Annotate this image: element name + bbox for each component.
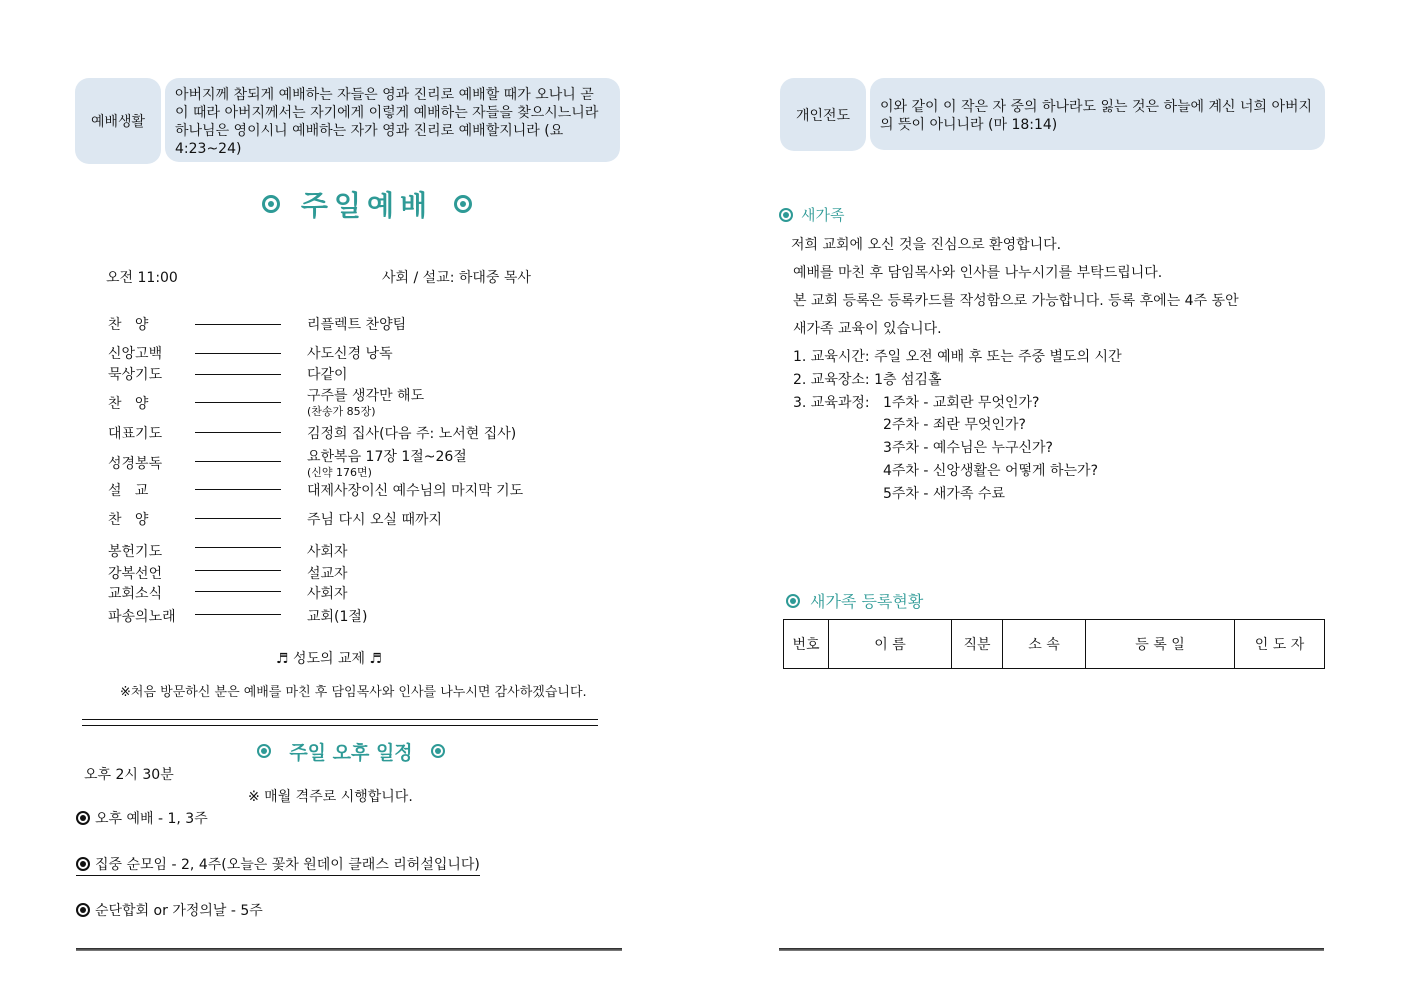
table-header-cell: 등 록 일 [1086, 620, 1235, 669]
order-label: 찬 양 [108, 317, 149, 333]
order-label: 파송의노래 [108, 609, 176, 625]
order-value: 주님 다시 오실 때까지 [307, 512, 443, 528]
course-item: 2주차 - 죄란 무엇인가? [883, 417, 1026, 433]
page-bottom-rule [779, 948, 1324, 951]
worship-life-tag: 예배생활 [75, 78, 161, 164]
left-verse-box [165, 78, 620, 162]
order-leader-line [195, 402, 281, 403]
worship-time: 오전 11:00 [106, 270, 178, 286]
bullet-icon [76, 811, 90, 825]
schedule-item: 순단합회 or 가정의날 - 5주 [76, 900, 263, 920]
table-header-cell: 이 름 [829, 620, 952, 669]
order-value: 구주를 생각만 해도 [307, 388, 425, 404]
order-leader-line [195, 324, 281, 325]
bullet-icon [262, 195, 280, 213]
order-value: 교회(1절) [307, 609, 368, 625]
welcome-line: 새가족 교육이 있습니다. [793, 321, 942, 337]
order-value: 대제사장이신 예수님의 마지막 기도 [307, 483, 524, 499]
afternoon-note: ※ 매월 격주로 시행합니다. [248, 789, 413, 805]
order-leader-line [195, 489, 281, 490]
order-value: 설교자 [307, 566, 348, 582]
order-label: 봉헌기도 [108, 544, 163, 560]
order-value: 리플렉트 찬양팀 [307, 317, 407, 333]
education-time: 1. 교육시간: 주일 오전 예배 후 또는 주중 별도의 시간 [793, 349, 1122, 365]
course-item: 3주차 - 예수님은 누구신가? [883, 440, 1053, 456]
order-subvalue: (찬송가 85장) [307, 405, 376, 418]
table-header-row [784, 620, 1325, 669]
bullet-icon [779, 208, 793, 222]
order-label: 찬 양 [108, 512, 149, 528]
afternoon-title: 주일 오후 일정 [257, 738, 445, 764]
registration-table [783, 619, 1325, 669]
worship-leader: 사회 / 설교: 하대중 목사 [382, 270, 531, 286]
order-value: 사회자 [307, 544, 348, 560]
order-value: 다같이 [307, 367, 348, 383]
course-item: 1주차 - 교회란 무엇인가? [883, 395, 1040, 411]
bullet-icon [786, 594, 800, 608]
table-header-cell: 인 도 자 [1235, 620, 1325, 669]
evangelism-tag: 개인전도 [780, 78, 866, 151]
order-label: 찬 양 [108, 396, 149, 412]
order-value: 사회자 [307, 586, 348, 602]
order-leader-line [195, 547, 281, 548]
order-label: 묵상기도 [108, 367, 163, 383]
table-header-cell: 번호 [784, 620, 829, 669]
course-item: 5주차 - 새가족 수료 [883, 486, 1005, 502]
left-verse-text: 아버지께 참되게 예배하는 자들은 영과 진리로 예배할 때가 오나니 곧 이 때라 아버지께서는 자기에게 이렇게 예배하는 자들을 찾으시느니라 하나님은 영이시니 예배하는 자가 영과 진리로 예배할지니라 (요4:23~24) [175, 87, 599, 157]
schedule-item: 오후 예배 - 1, 3주 [76, 808, 208, 828]
bullet-icon [431, 744, 445, 758]
order-label: 성경봉독 [108, 456, 163, 472]
order-label: 대표기도 [108, 426, 163, 442]
fellowship-line: ♬ 성도의 교제 ♬ [276, 651, 383, 667]
order-leader-line [195, 432, 281, 433]
order-leader-line [195, 614, 281, 615]
table-header-cell: 직분 [952, 620, 1003, 669]
order-value: 요한복음 17장 1절~26절 [307, 449, 467, 465]
new-family-heading: 새가족 [779, 204, 844, 225]
page-bottom-rule [76, 948, 622, 951]
order-leader-line [195, 518, 281, 519]
education-place: 2. 교육장소: 1층 섬김홀 [793, 372, 942, 388]
order-value: 김정희 집사(다음 주: 노서현 집사) [307, 426, 517, 442]
schedule-item: 집중 순모임 - 2, 4주(오늘은 꽃차 원데이 클래스 리허설입니다) [76, 854, 480, 876]
order-label: 교회소식 [108, 586, 163, 602]
welcome-line: 본 교회 등록은 등록카드를 작성함으로 가능합니다. 등록 후에는 4주 동안 [793, 293, 1239, 309]
visitor-notice: ※처음 방문하신 분은 예배를 마친 후 담임목사와 인사를 나누시면 감사하겠습니다. [120, 685, 587, 700]
order-subvalue: (신약 176면) [307, 466, 372, 479]
welcome-line: 저희 교회에 오신 것을 진심으로 환영합니다. [791, 237, 1062, 253]
order-label: 설 교 [108, 483, 149, 499]
bullet-icon [76, 903, 90, 917]
bullet-icon [454, 195, 472, 213]
afternoon-time: 오후 2시 30분 [84, 767, 174, 783]
education-course-label: 3. 교육과정: [793, 395, 870, 411]
order-label: 신앙고백 [108, 346, 163, 362]
order-label: 강복선언 [108, 566, 163, 582]
course-item: 4주차 - 신앙생활은 어떻게 하는가? [883, 463, 1099, 479]
order-leader-line [195, 374, 281, 375]
order-leader-line [195, 591, 281, 592]
table-header-cell: 소 속 [1003, 620, 1086, 669]
order-value: 사도신경 낭독 [307, 346, 393, 362]
bullet-icon [76, 857, 90, 871]
right-verse-text: 이와 같이 이 작은 자 중의 하나라도 잃는 것은 하늘에 계신 너희 아버지의 뜻이 아니니라 (마 18:14) [880, 99, 1313, 133]
bullet-icon [257, 744, 271, 758]
sunday-worship-title: 주일예배 [262, 184, 472, 224]
registration-heading: 새가족 등록현황 [786, 589, 923, 612]
right-verse-box [870, 78, 1325, 150]
order-leader-line [195, 461, 281, 462]
welcome-line: 예배를 마친 후 담임목사와 인사를 나누시기를 부탁드립니다. [793, 265, 1163, 281]
order-leader-line [195, 353, 281, 354]
section-divider [82, 719, 598, 726]
order-leader-line [195, 570, 281, 571]
